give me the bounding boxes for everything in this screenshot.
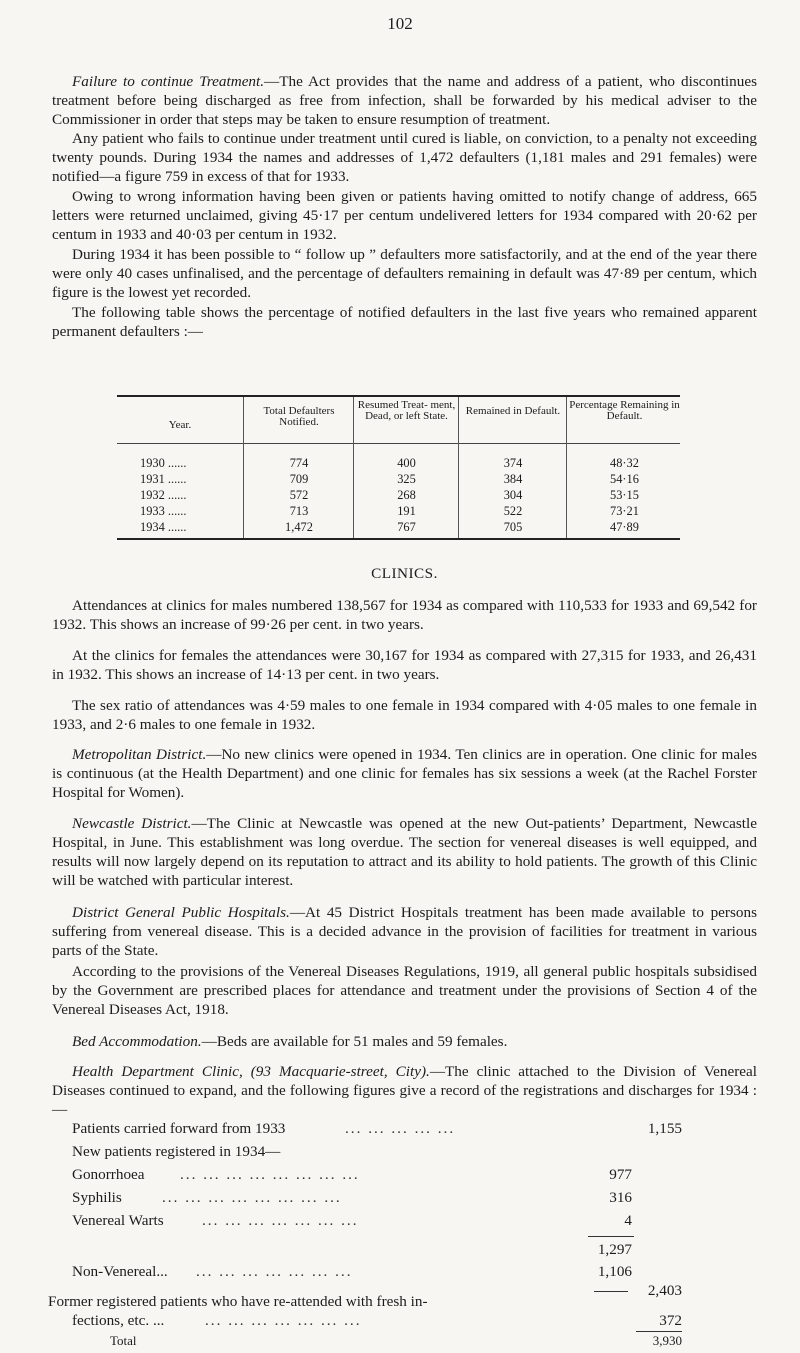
- district-hospitals-text: —At 45 District Hospitals treatment has been made available to persons suffering from venereal disease. This is a decided advance in the provision of facilities for treatment in various parts of the State.: [52, 904, 757, 959]
- table-header: Remained in Default.: [465, 405, 561, 417]
- table-cell: 47·89: [610, 520, 639, 534]
- leader-dots: ... ... ... ... ...: [345, 1120, 456, 1137]
- gonorrhoea-label: Gonorrhoea: [72, 1166, 145, 1183]
- former-patients-label: Former registered patients who have re-attended with fresh in-: [48, 1293, 428, 1310]
- during-paragraph: During 1934 it has been possible to “ follow up ” defaulters more satisfactorily, and at the end of the year there were only 40 cases unfinalised, and the percentage of defaulters remaining in default was 47·89 per centum, which figure is the lowest yet recorded.: [52, 246, 757, 301]
- failure-title: Failure to continue Treatment.: [72, 73, 265, 90]
- table-cell: 774: [289, 456, 309, 470]
- attendances-males-paragraph: Attendances at clinics for males numbered 138,567 for 1934 as compared with 110,533 for 1933 and 69,542 for 1932. This shows an increase of 99·26 per cent. in two years.: [52, 597, 757, 633]
- sex-ratio-paragraph: The sex ratio of attendances was 4·59 males to one female in 1934 compared with 4·05 males to one female in 1933, and 2·6 males to one female in 1932.: [52, 697, 757, 733]
- table-header: Resumed Treat- ment, Dead, or left State.: [357, 399, 456, 422]
- new-patients-label: New patients registered in 1934—: [72, 1143, 281, 1160]
- venereal-warts-label: Venereal Warts: [72, 1212, 164, 1229]
- table-cell: 1932 ......: [140, 488, 187, 502]
- syphilis-label: Syphilis: [72, 1189, 122, 1206]
- gonorrhoea-value: 977: [609, 1166, 632, 1183]
- leader-dots: ... ... ... ... ... ... ...: [202, 1212, 359, 1229]
- carried-forward-value: 1,155: [647, 1120, 682, 1137]
- new-total-rule: [594, 1291, 628, 1292]
- clinics-heading: CLINICS.: [371, 565, 438, 582]
- venereal-warts-value: 4: [624, 1212, 632, 1229]
- table-cell: 48·32: [610, 456, 639, 470]
- total-label: Total: [110, 1333, 137, 1348]
- newcastle-title: Newcastle District.: [72, 815, 192, 832]
- leader-dots: ... ... ... ... ... ... ... ...: [180, 1166, 360, 1183]
- subtotal-value: 1,297: [597, 1241, 632, 1258]
- table-cell: 1934 ......: [140, 520, 187, 534]
- table-cell: 73·21: [610, 504, 639, 518]
- according-paragraph: According to the provisions of the Venereal Diseases Regulations, 1919, all general public hospitals subsidised by the Government are prescribed places for attendance and treatment under the provisions of Section 4 of the Venereal Diseases Act, 1918.: [52, 963, 757, 1018]
- table-cell: 522: [503, 504, 523, 518]
- failure-text: —The Act provides that the name and address of a patient, who discontinues treatment before being discharged as free from infection, shall be forwarded by his medical adviser to the Commissioner in order that steps may be taken to ensure resumption of treatment.: [52, 73, 757, 128]
- new-total-value: 2,403: [647, 1282, 682, 1299]
- table-cell: 767: [397, 520, 416, 534]
- carried-forward-label: Patients carried forward from 1933: [72, 1120, 286, 1137]
- bed-accommodation-text: —Beds are available for 51 males and 59 females.: [201, 1033, 508, 1050]
- table-header: Percentage Remaining in Default.: [569, 399, 680, 422]
- metropolitan-text: —No new clinics were opened in 1934. Ten clinics are in operation. One clinic for males is continuous (at the Health Department) and one clinic for females has six sessions a week (at the Rachel Forster Hospital for Women).: [52, 746, 757, 801]
- table-cell: 374: [503, 456, 523, 470]
- district-hospitals-title: District General Public Hospitals.: [72, 904, 290, 921]
- non-venereal-value: 1,106: [597, 1263, 632, 1280]
- attendances-females-paragraph: At the clinics for females the attendances were 30,167 for 1934 as compared with 27,315 for 1933, and 26,431 in 1932. This shows an increase of 14·13 per cent. in two years.: [52, 647, 757, 683]
- table-cell: 1930 ......: [140, 456, 187, 470]
- table-cell: 304: [503, 488, 523, 502]
- table-cell: 384: [503, 472, 523, 486]
- subtotal-rule: [588, 1236, 634, 1237]
- health-department-text: —The clinic attached to the Division of Venereal Diseases continued to expand, and the following figures give a record of the registrations and discharges for 1934 :—: [52, 1063, 757, 1118]
- table-header: Year.: [168, 419, 192, 431]
- table-cell: 54·16: [610, 472, 639, 486]
- page-number: 102: [387, 14, 413, 33]
- newcastle-text: —The Clinic at Newcastle was opened at the new Out-patients’ Department, Newcastle Hospital, in June. This establishment was long overdue. The section for venereal diseases is well equipped, and results will now largely depend on its reputation to attract and its ability to hold patients. The growth of this Clinic will be watched with particular interest.: [52, 815, 757, 889]
- following-paragraph: The following table shows the percentage of notified defaulters in the last five years who remained apparent permanent defaulters :—: [52, 304, 757, 340]
- metropolitan-title: Metropolitan District.: [72, 746, 207, 763]
- total-value: 3,930: [652, 1333, 682, 1348]
- table-cell: 191: [397, 504, 416, 518]
- any-patient-paragraph: Any patient who fails to continue under treatment until cured is liable, on conviction, to a penalty not exceeding twenty pounds. During 1934 the names and addresses of 1,472 defaulters (1,181 males and 291 females) were notified—a figure 759 in excess of that for 1933.: [52, 130, 757, 185]
- table-cell: 53·15: [610, 488, 639, 502]
- table-header: Total Defaulters Notified.: [263, 405, 335, 428]
- leader-dots: ... ... ... ... ... ... ... ...: [162, 1189, 342, 1206]
- table-cell: 572: [289, 488, 309, 502]
- syphilis-value: 316: [609, 1189, 632, 1206]
- former-patients-value: 372: [659, 1312, 682, 1329]
- bed-accommodation-title: Bed Accommodation.: [72, 1033, 202, 1050]
- health-department-title: Health Department Clinic, (93 Macquarie-street, City).: [72, 1063, 430, 1080]
- former-patients-label-cont: fections, etc. ...: [72, 1312, 165, 1329]
- table-cell: 1,472: [285, 520, 313, 534]
- non-venereal-label: Non-Venereal...: [72, 1263, 168, 1280]
- table-cell: 400: [397, 456, 416, 470]
- total-rule: [636, 1331, 682, 1332]
- table-cell: 713: [289, 504, 309, 518]
- table-cell: 705: [503, 520, 523, 534]
- table-cell: 268: [397, 488, 416, 502]
- table-cell: 1933 ......: [140, 504, 187, 518]
- table-cell: 1931 ......: [140, 472, 187, 486]
- leader-dots: ... ... ... ... ... ... ...: [205, 1312, 362, 1329]
- leader-dots: ... ... ... ... ... ... ...: [196, 1263, 353, 1280]
- owing-paragraph: Owing to wrong information having been given or patients having omitted to notify change of address, 665 letters were returned unclaimed, giving 45·17 per centum undelivered letters for 1934 compared with 20·62 per centum in 1933 and 40·03 per centum in 1932.: [52, 188, 757, 243]
- table-cell: 325: [397, 472, 416, 486]
- table-cell: 709: [289, 472, 309, 486]
